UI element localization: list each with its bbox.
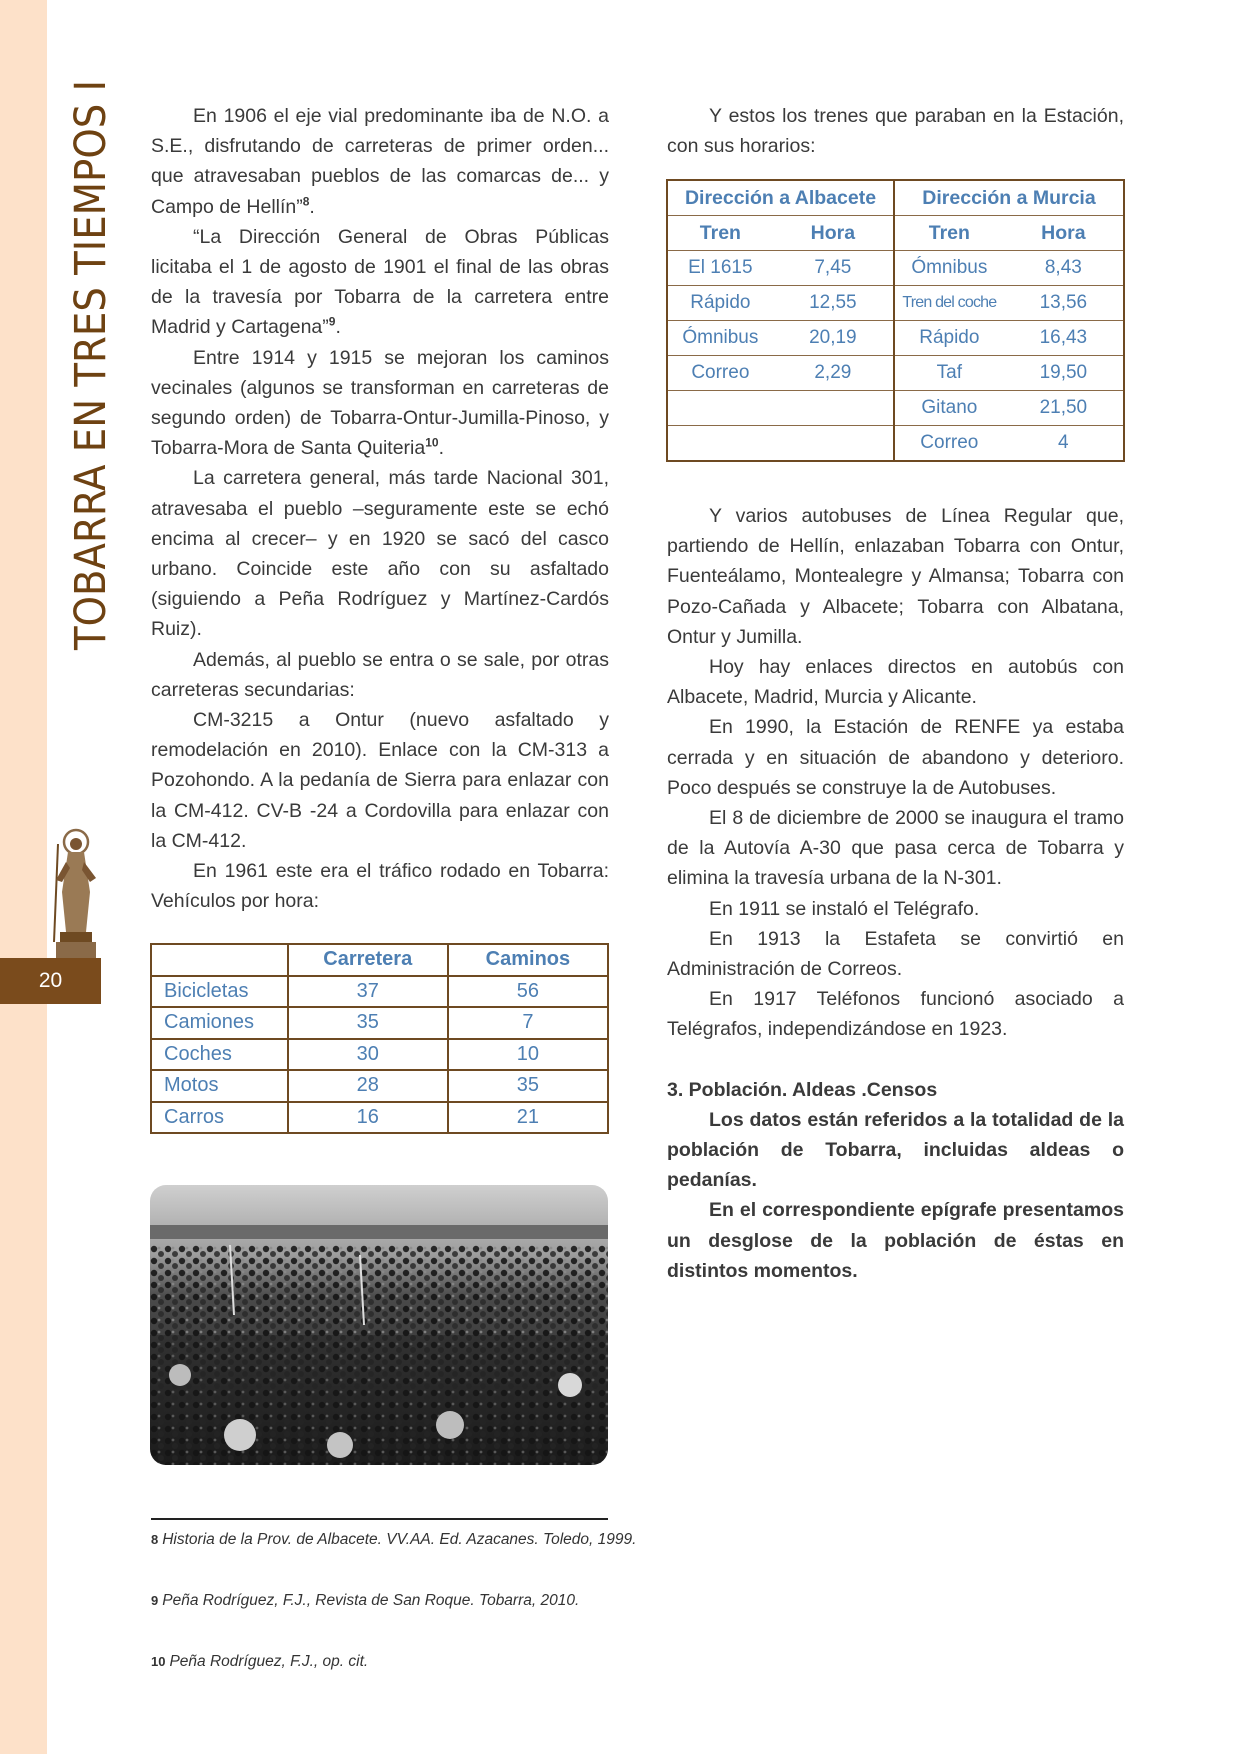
footnote-ref: 8: [302, 194, 310, 209]
footnote-divider: [151, 1518, 608, 1520]
table-row: Correo 4: [667, 426, 1124, 462]
paragraph: En 1961 este era el tráfico rodado en Tobarra: Vehículos por hora:: [151, 860, 609, 913]
table-row: Carros 16 21: [151, 1102, 608, 1134]
column-group-header: Dirección a Albacete: [667, 180, 894, 216]
table-row: Ómnibus 20,19 Rápido 16,43: [667, 321, 1124, 356]
table-row: Correo 2,29 Taf 19,50: [667, 356, 1124, 391]
paragraph: En 1906 el eje vial predominante iba de N.O. a S.E., disfrutando de carreteras de primer orden... que atravesaban pueblos de las comarcas de... y Campo de Hellín”$^8$.: [151, 105, 609, 218]
footnote: 10 Peña Rodríguez, F.J., op. cit.: [151, 1653, 369, 1670]
table-row: Coches 30 10: [151, 1039, 608, 1071]
margin-title: TOBARRA EN TRES TIEMPOS I: [66, 79, 116, 651]
table-row: Bicicletas 37 56: [151, 976, 608, 1008]
paragraph: En 1911 se instaló el Telégrafo.: [709, 897, 980, 920]
footnote: 8 Historia de la Prov. de Albacete. VV.AA. Ed. Azacanes. Toledo, 1999.: [151, 1531, 637, 1548]
paragraph: En 1913 la Estafeta se convirtió en Administración de Correos.: [667, 927, 1124, 981]
column-header: Caminos: [448, 944, 608, 976]
footnote: 9 Peña Rodríguez, F.J., Revista de San Roque. Tobarra, 2010.: [151, 1592, 580, 1609]
table-row: El 1615 7,45 Ómnibus 8,43: [667, 251, 1124, 286]
paragraph: Los datos están referidos a la totalidad de la población de Tobarra, incluidas aldeas o pedanías.: [667, 1108, 1124, 1192]
paragraph: Hoy hay enlaces directos en autobús con Albacete, Madrid, Murcia y Alicante.: [667, 656, 1124, 709]
traffic-table: [150, 943, 609, 1134]
paragraph: CM-3215 a Ontur (nuevo asfaltado y remodelación en 2010). Enlace con la CM-313 a Pozohondo. A la pedanía de Sierra para enlazar con la CM-412. CV-B -24 a Cordovilla para enlazar con la CM-412.: [151, 709, 609, 852]
paragraph: Además, al pueblo se entra o se sale, por otras carreteras secundarias:: [151, 648, 609, 701]
table-row: Rápido 12,55 Tren del coche 13,56: [667, 286, 1124, 321]
column-group-header: Dirección a Murcia: [894, 180, 1124, 216]
table-header-row: [151, 944, 608, 976]
paragraph: La carretera general, más tarde Nacional 301, atravesaba el pueblo –seguramente este se echó encima al crecer– y en 1920 se sacó del casco urbano. Coincide este año con su asfaltado (siguiendo a Peña Rodríguez y Martínez-Cardós Ruiz).: [151, 467, 609, 641]
section-title: 3. Población. Aldeas .Censos: [667, 1078, 938, 1101]
table-row: Motos 28 35: [151, 1070, 608, 1102]
paragraph: En 1917 Teléfonos funcionó asociado a Telégrafos, independizándose en 1923.: [667, 988, 1124, 1041]
page-number: 20: [0, 958, 101, 1004]
saint-statue-image: [44, 822, 104, 958]
crowd-photo: [150, 1185, 608, 1465]
table-header-row: Tren Hora Tren Hora: [667, 216, 1124, 251]
margin-strip: [0, 0, 47, 1754]
paragraph: Y estos los trenes que paraban en la Estación, con sus horarios:: [667, 105, 1124, 158]
left-column: [151, 101, 609, 916]
footnote-ref: 9: [328, 314, 336, 329]
paragraph: Y varios autobuses de Línea Regular que, partiendo de Hellín, enlazaban Tobarra con Ontur, Fuenteálamo, Montealegre y Almansa; Tobarra con Pozo-Cañada y Albacete; Tobarra con Albatana, Ontur y Jumilla.: [667, 505, 1124, 648]
crowd-photo-image: [150, 1185, 608, 1465]
paragraph: Entre 1914 y 1915 se mejoran los caminos vecinales (algunos se transforman en carreteras de segundo orden) de Tobarra-Ontur-Jumilla-Pinoso, y Tobarra-Mora de Santa Quiteria$^{10}$.: [151, 346, 609, 460]
column-header: Carretera: [288, 944, 448, 976]
paragraph: En el correspondiente epígrafe presentamos un desglose de la población de éstas en distintos momentos.: [667, 1199, 1124, 1282]
right-column-body: [667, 501, 1124, 1286]
right-column: [667, 101, 1124, 161]
footnote-ref: 10: [425, 435, 439, 450]
train-schedule-table: [666, 179, 1125, 462]
paragraph: “La Dirección General de Obras Públicas licitaba el 1 de agosto de 1901 el final de las obras de la travesía por Tobarra de la carretera entre Madrid y Cartagena”$^9$.: [151, 225, 609, 339]
paragraph: En 1990, la Estación de RENFE ya estaba cerrada y en situación de abandono y deterioro. Poco después se construye la de Autobuses.: [667, 716, 1124, 799]
table-row: Gitano 21,50: [667, 391, 1124, 426]
table-row: Camiones 35 7: [151, 1007, 608, 1039]
table-header-row: [667, 180, 1124, 216]
paragraph: El 8 de diciembre de 2000 se inaugura el tramo de la Autovía A-30 que pasa cerca de Tobarra y elimina la travesía urbana de la N-301.: [667, 807, 1124, 890]
